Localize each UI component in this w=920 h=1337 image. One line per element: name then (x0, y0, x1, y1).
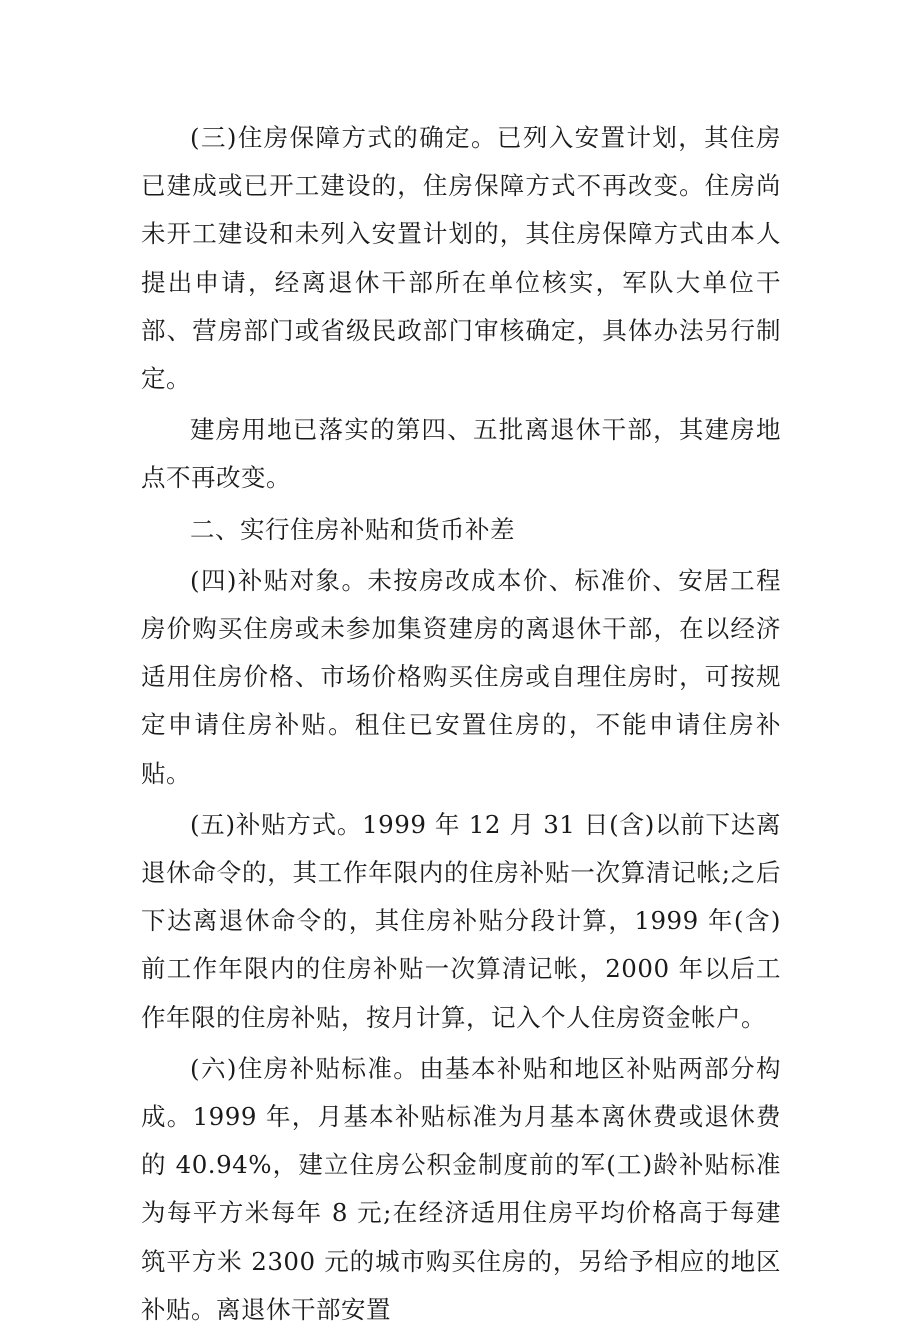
paragraph-subsidy-method: (五)补贴方式。1999 年 12 月 31 日(含)以前下达离退休命令的，其工作年限内的住房补贴一次算清记帐;之后下达离退休命令的，其住房补贴分段计算，1999 年(含)前工作年限内的住房补贴一次算清记帐，2000 年以后工作年限的住房补贴，按月计算，记入个人住房资金帐户。 (141, 809, 781, 1032)
document-page (141, 114, 781, 1337)
paragraph-subsidy-recipients: (四)补贴对象。未按房改成本价、标准价、安居工程房价购买住房或未参加集资建房的离退休干部，在以经济适用住房价格、市场价格购买住房或自理住房时，可按规定申请住房补贴。租住已安置住房的，不能申请住房补贴。 (141, 565, 781, 788)
paragraph-housing-guarantee-method: (三)住房保障方式的确定。已列入安置计划，其住房已建成或已开工建设的，住房保障方式不再改变。住房尚未开工建设和未列入安置计划的，其住房保障方式由本人提出申请，经离退休干部所在单位核实，军队大单位干部、营房部门或省级民政部门审核确定，具体办法另行制定。 (141, 123, 781, 394)
paragraph-building-land: 建房用地已落实的第四、五批离退休干部，其建房地点不再改变。 (141, 415, 781, 493)
section-heading-housing-subsidy: 二、实行住房补贴和货币补差 (190, 514, 515, 544)
paragraph-subsidy-standard: (六)住房补贴标准。由基本补贴和地区补贴两部分构成。1999 年，月基本补贴标准为月基本离休费或退休费的 40.94%，建立住房公积金制度前的军(工)龄补贴标准为每平方米每年 8 元;在经济适用住房平均价格高于每建筑平方米 2300 元的城市购买住房的，另给予相应的地区补贴。离退休干部安置 (141, 1053, 781, 1324)
